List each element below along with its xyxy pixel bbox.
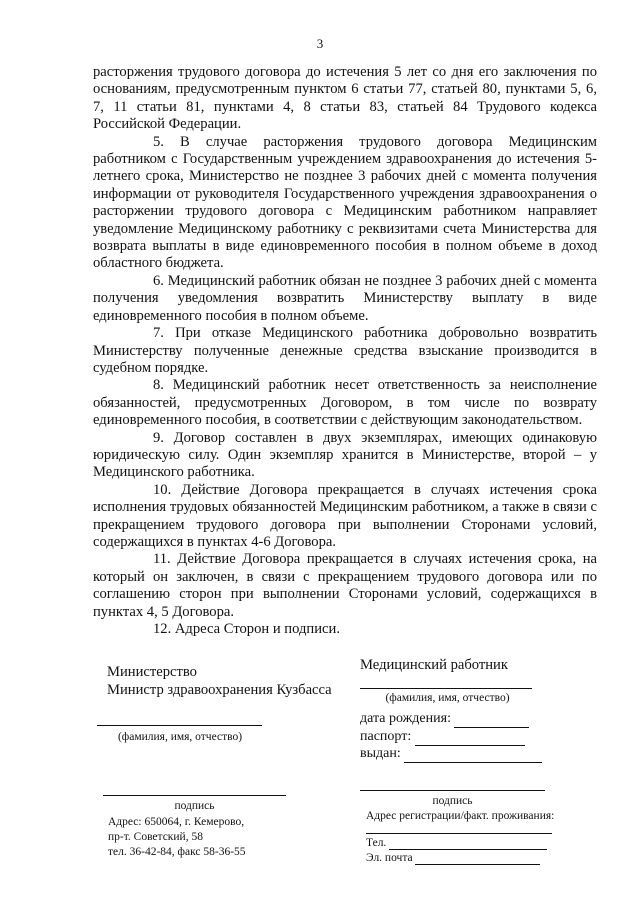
birth-date-blank	[454, 711, 529, 728]
worker-title: Медицинский работник	[360, 657, 508, 673]
ministry-fio-line	[97, 725, 262, 726]
ministry-address	[108, 815, 246, 860]
paragraph-5: 5. В случае расторжения трудового договора Медицинским работником с Государственным учреждением здравоохранения до истечения 5-летнего срока, Министерство не позднее 3 рабочих дней с момента получения информации от руководителя Государственного учреждения здравоохранения о расторжении трудового договора с Медицинским работником направляет уведомление Медицинскому работнику с реквизитами счета Министерства для возврата выплаты в виде единовременного пособия в полном объеме в доход областного бюджета.	[93, 133, 597, 272]
email-blank	[415, 852, 540, 865]
issued-label: выдан:	[360, 746, 401, 761]
document-body	[93, 64, 597, 638]
paragraph-11: 11. Действие Договора прекращается в случаях истечения срока, на который он заключен, в связи с прекращением трудового договора или по соглашению сторон при выполнении Сторонами условий, содержащихся в пунктах 4, 5 Договора.	[93, 551, 597, 620]
ministry-block	[107, 664, 332, 699]
paragraph-6: 6. Медицинский работник обязан не позднее 3 рабочих дней с момента получения уведомления возвратить Министерству выплату в виде единовременного пособия в полном объеме.	[93, 272, 597, 324]
worker-sign-caption: подпись	[432, 795, 473, 807]
passport-field	[360, 729, 525, 746]
birth-date-label: дата рождения:	[360, 711, 451, 726]
ministry-address-line: Адрес: 650064, г. Кемерово,	[108, 816, 245, 828]
issued-blank	[404, 746, 542, 763]
page-number: 3	[316, 36, 324, 51]
worker-fio-caption: (фамилия, имя, отчество)	[385, 692, 510, 704]
ministry-sign-caption: подпись	[174, 800, 215, 812]
paragraph-12: 12. Адреса Сторон и подписи.	[153, 621, 340, 637]
worker-fio-line	[360, 688, 532, 689]
worker-address-line	[366, 833, 552, 834]
paragraph-10: 10. Действие Договора прекращается в случаях истечения срока исполнения трудовых обязанностей Медицинским работником, а также в связи с прекращением трудового договора при выполнении Сторонами условий, содержащихся в пунктах 4-6 Договора.	[93, 481, 597, 550]
ministry-fio-caption: (фамилия, имя, отчество)	[117, 731, 243, 743]
paragraph-continuation: расторжения трудового договора до истечения 5 лет со дня его заключения по основаниям, предусмотренным пунктом 6 статьи 77, статьей 80, пунктами 5, 6, 7, 11 статьи 81, пунктами 4, 8 статьи 83, статьей 84 Трудового кодекса Российской Федерации.	[93, 64, 597, 133]
ministry-address-line: пр-т. Советский, 58	[108, 831, 203, 843]
email-field	[366, 852, 540, 865]
ministry-name: Министерство	[107, 664, 197, 680]
worker-sign-line	[360, 790, 545, 791]
birth-date-field	[360, 711, 529, 728]
ministry-address-line: тел. 36-42-84, факс 58-36-55	[108, 846, 246, 858]
paragraph-7: 7. При отказе Медицинского работника добровольно возвратить Министерству полученные денежные средства взыскание производится в судебном порядке.	[93, 325, 597, 376]
paragraph-8: 8. Медицинский работник несет ответственность за неисполнение обязанностей, предусмотренных Договором, в том числе по возврату единовременного пособия, в соответствии с действующим законодательством.	[93, 377, 597, 429]
passport-blank	[415, 729, 525, 746]
ministry-sign-line	[103, 795, 286, 796]
phone-blank	[389, 837, 547, 850]
issued-field	[360, 746, 542, 763]
passport-label: паспорт:	[360, 729, 412, 744]
minister-title: Министр здравоохранения Кузбасса	[107, 681, 332, 698]
email-label: Эл. почта	[366, 852, 413, 864]
paragraph-9: 9. Договор составлен в двух экземплярах, имеющих одинаковую юридическую силу. Один экземпляр хранится в Министерстве, второй – у Медицинского работника.	[93, 429, 597, 481]
phone-label: Тел.	[366, 837, 387, 849]
phone-field	[366, 837, 547, 850]
worker-address-label: Адрес регистрации/факт. проживания:	[366, 810, 555, 822]
